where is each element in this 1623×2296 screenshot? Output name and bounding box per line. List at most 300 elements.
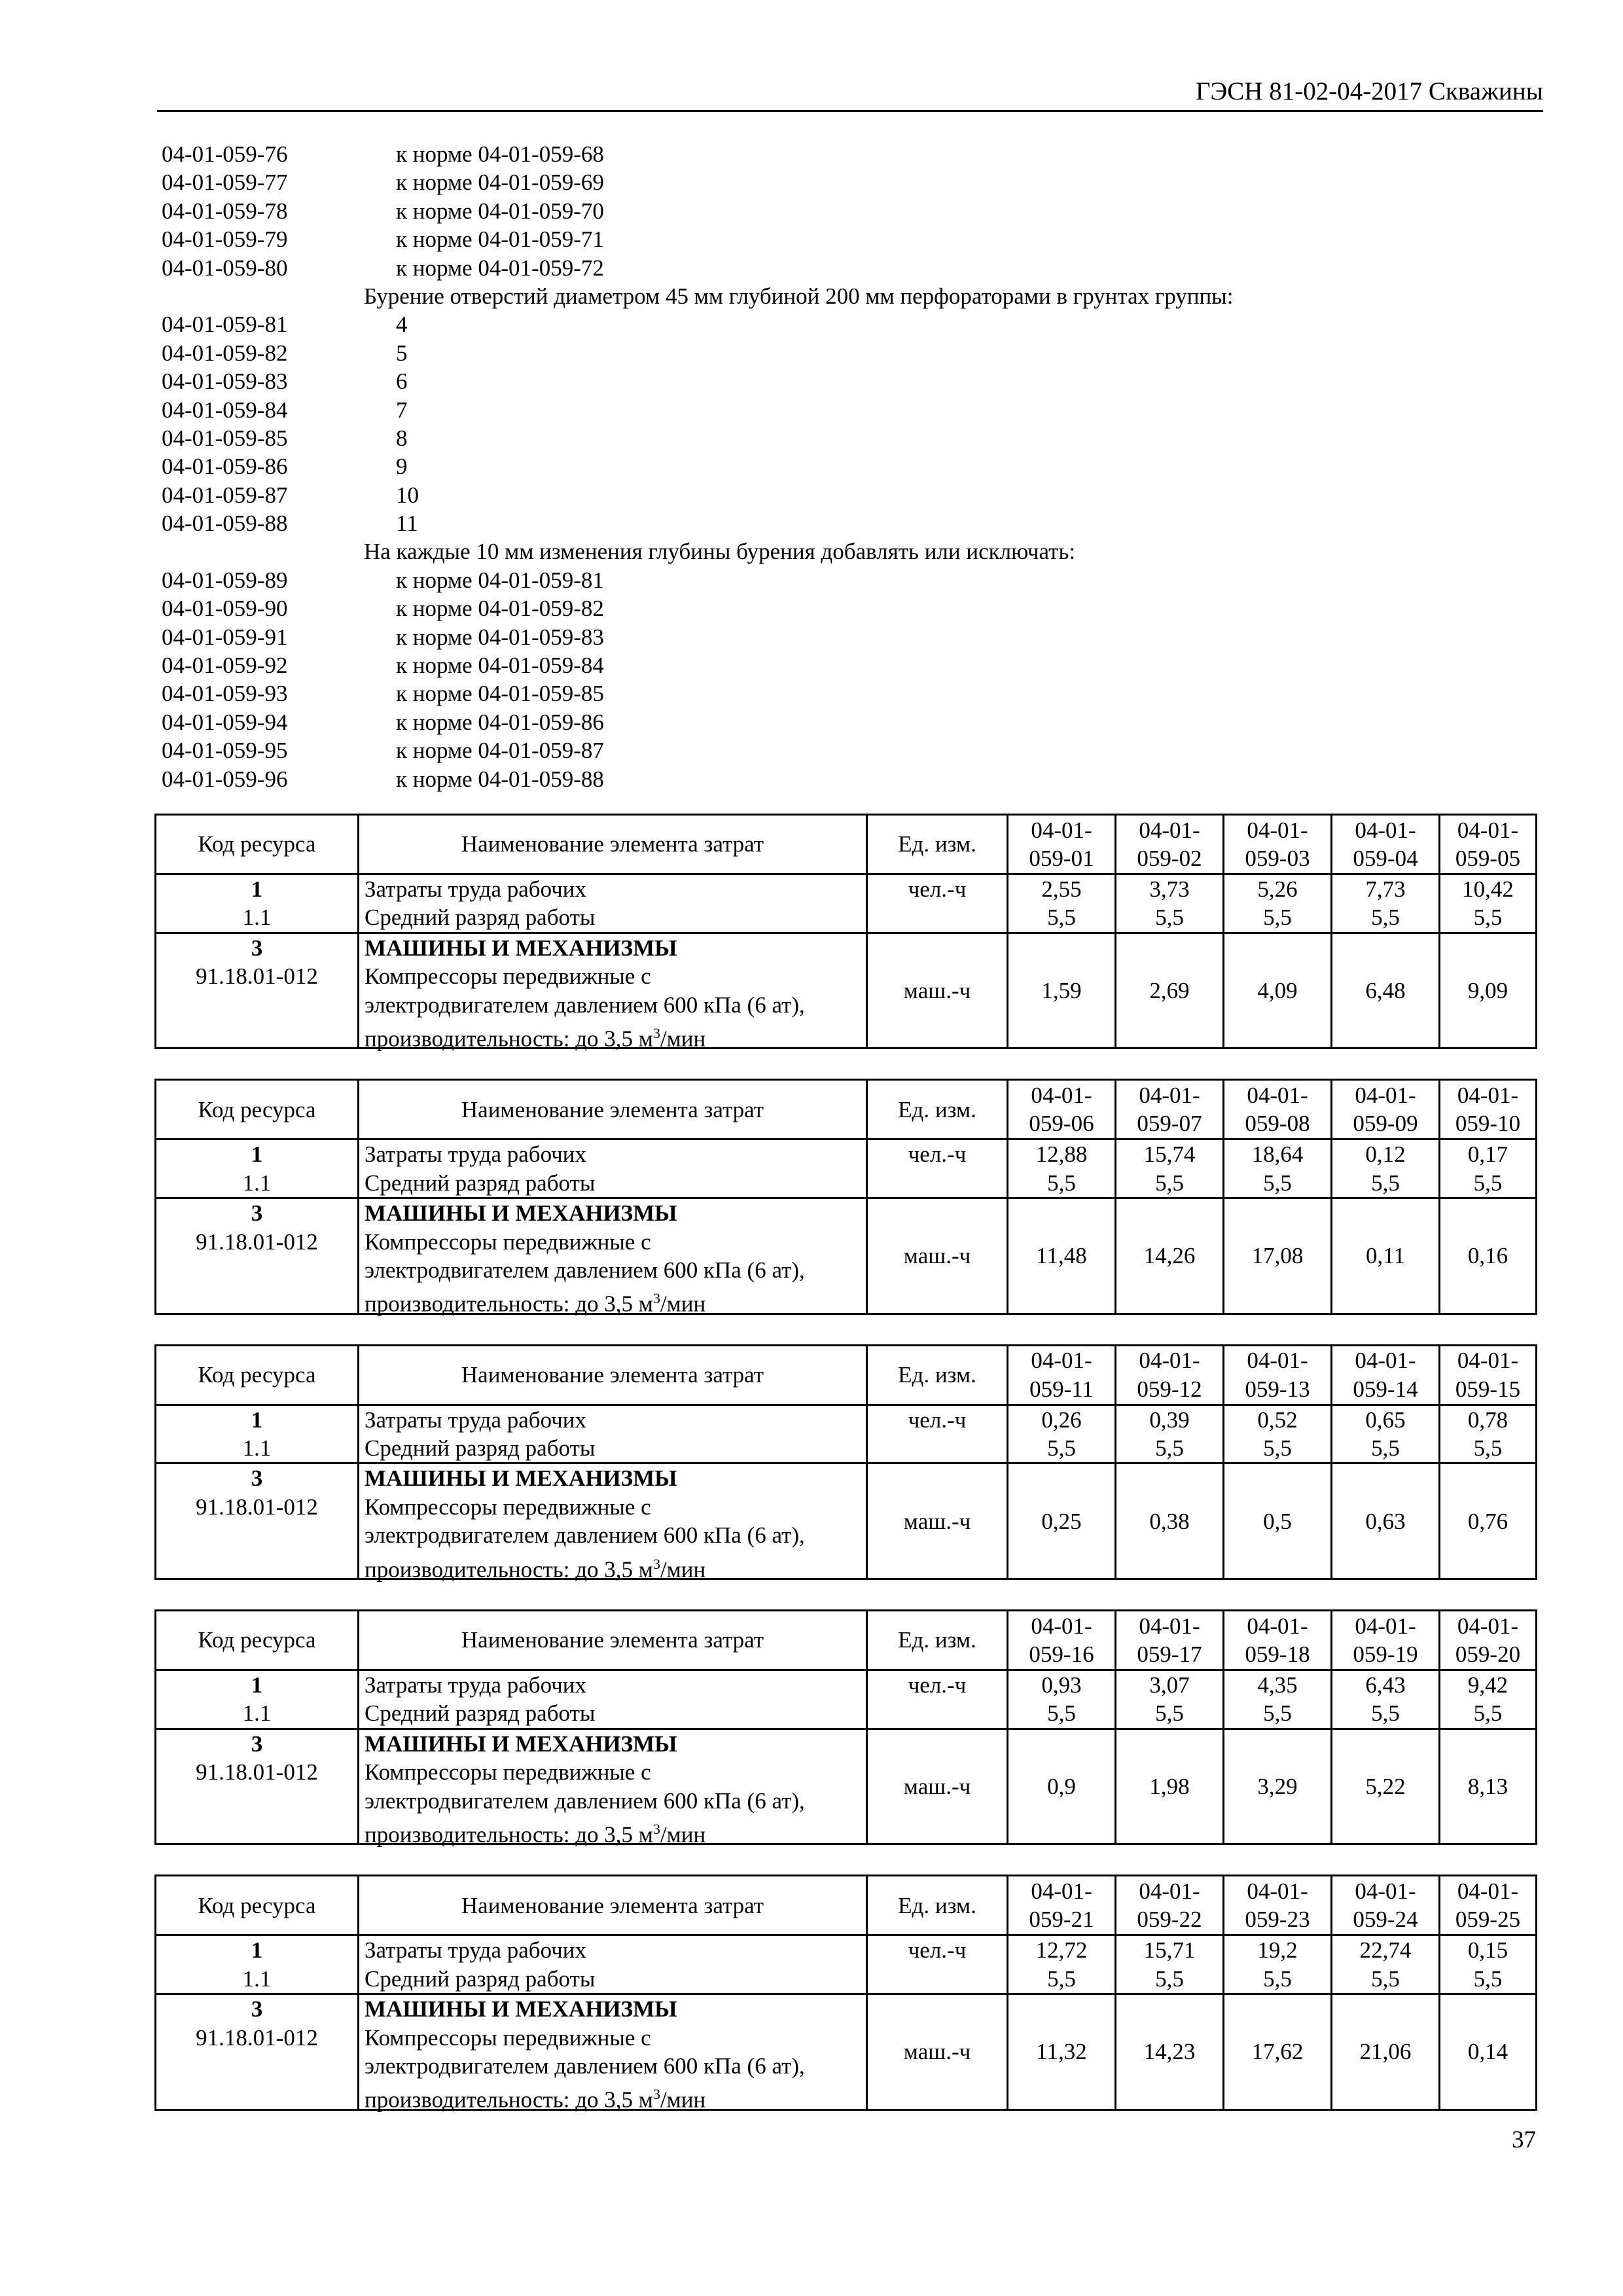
labor-name: Затраты труда рабочих [365,1141,586,1168]
value-cell [1008,1670,1116,1729]
norm-code-part1: 04-01- [1355,817,1416,843]
code-list-item [162,708,1536,736]
labor-value: 0,52 [1257,1407,1298,1433]
machines-code: 3 [251,1465,263,1492]
norm-code-part2: 059-10 [1455,1111,1521,1137]
machines-code: 3 [251,1996,263,2022]
section-heading-text: На каждые 10 мм изменения глубины бурения добавлять или исключать: [364,539,1076,565]
labor-value: 0,26 [1041,1407,1082,1433]
grade-value: 5,5 [1155,1700,1184,1727]
labor-unit: чел.-ч [908,876,967,902]
name-header: Наименование элемента затрат [359,1876,867,1935]
labor-code: 1 [251,1672,263,1698]
name-header: Наименование элемента затрат [359,815,867,874]
norm-code-part1: 04-01- [1031,817,1092,843]
norm-reference: 9 [396,454,408,480]
norm-reference: к норме 04-01-059-86 [396,709,604,735]
unit-cell: маш.-ч [867,1463,1008,1579]
value-cell [1008,1935,1116,1994]
compressor-value: 8,13 [1440,1729,1537,1844]
unit-cell [867,1405,1008,1463]
machines-name: МАШИНЫ И МЕХАНИЗМЫ [365,1200,677,1227]
compressor-capacity: производительность: до 3,5 м [365,1821,653,1848]
code-list-item [162,396,1536,424]
code-header: Код ресурса [156,1080,359,1139]
code-list-item [162,339,1536,367]
grade-value: 5,5 [1263,1170,1292,1196]
grade-value: 5,5 [1371,1170,1400,1196]
norm-code-header [1332,1345,1440,1405]
labor-code: 1 [251,1141,263,1168]
grade-value: 5,5 [1473,905,1503,931]
name-header: Наименование элемента затрат [359,1345,867,1405]
norm-code-part1: 04-01- [1457,1082,1519,1108]
compressor-capacity: производительность: до 3,5 м [365,2087,653,2113]
compressor-code: 91.18.01-012 [196,1494,318,1520]
unit-cell [867,1670,1008,1729]
code-list-item [162,168,1536,196]
norm-code-header [1116,815,1224,874]
compressor-value: 14,26 [1116,1198,1224,1314]
compressor-name-line: электродвигателем давлением 600 кПа (6 ат), [365,1522,805,1549]
norm-code-header [1224,1345,1332,1405]
norm-code-part2: 059-16 [1029,1641,1094,1668]
norm-reference: к норме 04-01-059-70 [396,198,604,224]
labor-value: 3,73 [1149,876,1190,902]
compressor-value: 0,9 [1008,1729,1116,1844]
code-list-item [162,509,1536,537]
value-cell [1224,874,1332,933]
norm-code: 04-01-059-89 [162,567,288,593]
cost-table [154,1874,1537,2113]
norm-code-header [1116,1080,1224,1139]
compressor-value: 1,59 [1008,933,1116,1049]
norm-code: 04-01-059-82 [162,340,288,366]
grade-value: 5,5 [1047,1435,1076,1462]
empty-unit [868,903,1007,931]
norm-code-header [1332,815,1440,874]
grade-value: 5,5 [1473,1435,1503,1462]
compressor-value: 0,14 [1440,1994,1537,2110]
norm-code: 04-01-059-88 [162,511,288,537]
value-cell [1224,1935,1332,1994]
code-header: Код ресурса [156,1345,359,1405]
norm-reference: 7 [396,397,408,423]
norm-reference: к норме 04-01-059-85 [396,681,604,707]
norm-code-part2: 059-06 [1029,1111,1094,1137]
norm-code-header [1116,1611,1224,1670]
labor-value: 15,74 [1143,1141,1196,1168]
norm-code: 04-01-059-90 [162,596,288,622]
norm-code-header [1224,815,1332,874]
compressor-code: 91.18.01-012 [196,1759,318,1785]
compressor-name-line: электродвигателем давлением 600 кПа (6 ат), [365,1257,805,1283]
grade-value: 5,5 [1155,905,1184,931]
unit-cell: маш.-ч [867,1729,1008,1844]
resource-name-cell [359,933,867,1052]
grade-value: 5,5 [1371,905,1400,931]
labor-value: 3,07 [1149,1672,1190,1698]
value-cell [1440,874,1537,933]
norm-code-part2: 059-04 [1353,846,1418,871]
norm-reference: к норме 04-01-059-82 [396,596,604,622]
compressor-value: 2,69 [1116,933,1224,1049]
labor-row [156,1139,1537,1198]
grade-name: Средний разряд работы [365,1965,596,1992]
labor-value: 19,2 [1257,1937,1298,1964]
code-list-item [162,623,1536,651]
norm-code-header [1008,1611,1116,1670]
labor-row [156,1935,1537,1994]
grade-value: 5,5 [1371,1700,1400,1727]
norm-code-part2: 059-18 [1245,1641,1310,1668]
compressor-capacity: производительность: до 3,5 м [365,1556,653,1583]
resource-name-cell [359,1463,867,1583]
grade-value: 5,5 [1155,1435,1184,1462]
labor-value: 0,93 [1041,1672,1082,1698]
norm-code-part2: 059-12 [1137,1376,1202,1402]
norm-code: 04-01-059-96 [162,766,288,792]
unit-superscript: 3 [652,2086,660,2103]
norm-code-part2: 059-03 [1245,846,1310,871]
norm-code: 04-01-059-91 [162,624,288,650]
labor-row [156,874,1537,933]
grade-value: 5,5 [1371,1435,1400,1462]
empty-unit [868,1434,1007,1462]
norm-code: 04-01-059-76 [162,141,288,167]
value-cell [1008,874,1116,933]
resource-code-cell [156,1670,359,1729]
table-header-row [156,1080,1537,1139]
unit-header: Ед. изм. [867,1876,1008,1935]
labor-value: 4,35 [1257,1672,1298,1698]
norm-code: 04-01-059-81 [162,312,288,338]
unit-tail: /мин [660,1026,706,1052]
machines-name: МАШИНЫ И МЕХАНИЗМЫ [365,1996,677,2022]
norm-reference: 6 [396,368,408,395]
grade-code: 1.1 [242,905,272,931]
norm-reference: к норме 04-01-059-87 [396,738,604,764]
labor-value: 7,73 [1365,876,1406,902]
norm-code: 04-01-059-86 [162,454,288,480]
compressor-value: 14,23 [1116,1994,1224,2110]
grade-value: 5,5 [1047,1965,1076,1992]
labor-value: 12,72 [1035,1937,1088,1964]
page-header [157,72,1543,112]
norm-code-part2: 059-08 [1245,1111,1310,1137]
name-header: Наименование элемента затрат [359,1080,867,1139]
document-title: ГЭСН 81-02-04-2017 Скважины [1196,77,1543,105]
compressor-value: 5,22 [1332,1729,1440,1844]
grade-value: 5,5 [1047,1170,1076,1196]
norm-code-part1: 04-01- [1031,1348,1092,1374]
code-list-item [162,140,1536,168]
value-cell [1332,874,1440,933]
labor-unit: чел.-ч [908,1407,967,1433]
labor-row [156,1670,1537,1729]
value-cell [1332,1139,1440,1198]
norm-code-part1: 04-01- [1457,1348,1519,1374]
grade-value: 5,5 [1047,905,1076,931]
norm-code-part1: 04-01- [1457,1613,1519,1639]
machines-name: МАШИНЫ И МЕХАНИЗМЫ [365,1731,677,1757]
norm-code: 04-01-059-95 [162,738,288,764]
norm-code-part2: 059-07 [1137,1111,1202,1137]
value-cell [1332,1935,1440,1994]
grade-value: 5,5 [1371,1965,1400,1992]
norm-code-part1: 04-01- [1247,1082,1308,1108]
code-header: Код ресурса [156,1611,359,1670]
compressor-value: 6,48 [1332,933,1440,1049]
labor-value: 12,88 [1035,1141,1088,1168]
labor-name: Затраты труда рабочих [365,1937,586,1964]
name-header: Наименование элемента затрат [359,1611,867,1670]
value-cell [1008,1139,1116,1198]
norm-code-part1: 04-01- [1139,1348,1200,1374]
compressor-value: 0,38 [1116,1463,1224,1579]
labor-value: 0,78 [1467,1407,1508,1433]
value-cell [1440,1139,1537,1198]
norm-reference: к норме 04-01-059-71 [396,226,604,253]
labor-value: 6,43 [1365,1672,1406,1698]
norm-reference: 5 [396,340,408,366]
compressor-name-line [365,1284,861,1317]
norm-code-header [1332,1611,1440,1670]
norm-reference: 10 [396,482,419,508]
resource-code-cell [156,1198,359,1314]
compressor-capacity: производительность: до 3,5 м [365,1026,653,1052]
table-header-row [156,1876,1537,1935]
norm-code: 04-01-059-78 [162,198,288,224]
norm-code-part1: 04-01- [1139,1878,1200,1904]
unit-cell: маш.-ч [867,933,1008,1049]
norm-code-header [1224,1876,1332,1935]
compressor-name-line: Компрессоры передвижные с [365,1759,651,1785]
norm-code: 04-01-059-83 [162,368,288,395]
norm-code: 04-01-059-79 [162,226,288,253]
norm-code-part2: 059-24 [1353,1907,1418,1933]
machines-code: 3 [251,1200,263,1227]
empty-unit [868,1699,1007,1727]
norm-code-part1: 04-01- [1247,817,1308,843]
compressor-value: 3,29 [1224,1729,1332,1844]
resource-name-cell [359,1729,867,1848]
compressor-value: 11,32 [1008,1994,1116,2110]
code-header: Код ресурса [156,1876,359,1935]
norm-code-part1: 04-01- [1247,1348,1308,1374]
norm-code-part1: 04-01- [1355,1878,1416,1904]
cost-table [154,1609,1537,1848]
grade-value: 5,5 [1263,905,1292,931]
labor-value: 0,12 [1365,1141,1406,1168]
grade-value: 5,5 [1473,1170,1503,1196]
norm-code-part2: 059-01 [1029,846,1094,871]
labor-row [156,1405,1537,1463]
value-cell [1440,1670,1537,1729]
norm-code-part1: 04-01- [1247,1878,1308,1904]
resource-name-cell [359,1198,867,1317]
resource-tables [154,814,1535,2140]
machines-row [156,1994,1537,2110]
compressor-value: 17,62 [1224,1994,1332,2110]
unit-cell [867,1935,1008,1994]
unit-header: Ед. изм. [867,1080,1008,1139]
value-cell [1440,1405,1537,1463]
norm-code: 04-01-059-93 [162,681,288,707]
norm-code-part2: 059-09 [1353,1111,1418,1137]
grade-value: 5,5 [1263,1965,1292,1992]
unit-tail: /мин [660,1821,706,1848]
code-list-item [162,254,1536,282]
compressor-value: 21,06 [1332,1994,1440,2110]
labor-value: 18,64 [1251,1141,1304,1168]
norm-code-header [1008,1876,1116,1935]
norm-code-part1: 04-01- [1139,817,1200,843]
norm-code-part2: 059-02 [1137,846,1202,871]
compressor-value: 11,48 [1008,1198,1116,1314]
norm-code-part1: 04-01- [1247,1613,1308,1639]
norm-reference: к норме 04-01-059-84 [396,653,604,679]
norm-code-part1: 04-01- [1355,1082,1416,1108]
grade-name: Средний разряд работы [365,905,596,931]
machines-row [156,933,1537,1049]
norm-reference: 11 [396,511,418,537]
norm-code-header [1332,1876,1440,1935]
norm-code-header [1440,1876,1537,1935]
section-heading [162,282,1536,310]
unit-header: Ед. изм. [867,1611,1008,1670]
norm-code-part2: 059-15 [1455,1376,1521,1402]
code-list-item [162,310,1536,338]
norm-code-part2: 059-13 [1245,1376,1310,1402]
labor-unit: чел.-ч [908,1937,967,1964]
resource-name-cell [359,1994,867,2113]
grade-name: Средний разряд работы [365,1435,596,1462]
compressor-name-line [365,2080,861,2113]
grade-value: 5,5 [1047,1700,1076,1727]
norm-code-list [162,140,1536,793]
norm-code-part2: 059-17 [1137,1641,1202,1668]
unit-cell: маш.-ч [867,1994,1008,2110]
norm-code-part1: 04-01- [1031,1082,1092,1108]
norm-code-header [1440,815,1537,874]
code-list-item [162,765,1536,793]
compressor-name-line: Компрессоры передвижные с [365,963,651,990]
norm-code-part2: 059-25 [1455,1907,1521,1933]
unit-superscript: 3 [652,1555,660,1572]
table-header-row [156,1345,1537,1405]
norm-code: 04-01-059-85 [162,425,288,451]
norm-code-part2: 059-05 [1455,846,1521,871]
norm-code-header [1224,1080,1332,1139]
norm-code-header [1440,1345,1537,1405]
resource-name-cell [359,874,867,933]
value-cell [1440,1935,1537,1994]
compressor-value: 9,09 [1440,933,1537,1049]
norm-code-header [1440,1611,1537,1670]
resource-name-cell [359,1670,867,1729]
norm-code: 04-01-059-94 [162,709,288,735]
compressor-capacity: производительность: до 3,5 м [365,1291,653,1317]
code-list-item [162,679,1536,708]
machines-name: МАШИНЫ И МЕХАНИЗМЫ [365,1465,677,1492]
machines-code: 3 [251,1731,263,1757]
grade-value: 5,5 [1155,1965,1184,1992]
cost-table [154,1079,1537,1317]
labor-value: 0,65 [1365,1407,1406,1433]
grade-value: 5,5 [1473,1965,1503,1992]
norm-code-part1: 04-01- [1457,817,1519,843]
compressor-value: 4,09 [1224,933,1332,1049]
compressor-code: 91.18.01-012 [196,1229,318,1255]
value-cell [1224,1405,1332,1463]
unit-superscript: 3 [652,1820,660,1837]
labor-name: Затраты труда рабочих [365,1407,586,1433]
norm-code-header [1440,1080,1537,1139]
machines-row [156,1198,1537,1314]
code-list-item [162,452,1536,480]
grade-value: 5,5 [1263,1700,1292,1727]
unit-cell [867,874,1008,933]
value-cell [1332,1405,1440,1463]
value-cell [1224,1670,1332,1729]
labor-name: Затраты труда рабочих [365,876,586,902]
norm-code-part2: 059-21 [1029,1907,1094,1933]
resource-code-cell [156,1994,359,2110]
norm-code-header [1116,1876,1224,1935]
norm-reference: к норме 04-01-059-72 [396,255,604,281]
compressor-value: 0,16 [1440,1198,1537,1314]
compressor-value: 1,98 [1116,1729,1224,1844]
code-header: Код ресурса [156,815,359,874]
compressor-name-line: Компрессоры передвижные с [365,1229,651,1255]
norm-code: 04-01-059-80 [162,255,288,281]
value-cell [1116,874,1224,933]
value-cell [1116,1935,1224,1994]
compressor-name-line: электродвигателем давлением 600 кПа (6 ат), [365,992,805,1018]
norm-code-part1: 04-01- [1355,1348,1416,1374]
labor-value: 0,15 [1467,1937,1508,1964]
norm-code-header [1008,815,1116,874]
value-cell [1116,1670,1224,1729]
unit-superscript: 3 [652,1024,660,1041]
norm-reference: к норме 04-01-059-69 [396,170,604,196]
norm-code-part1: 04-01- [1139,1613,1200,1639]
norm-code-part1: 04-01- [1355,1613,1416,1639]
empty-unit [868,1965,1007,1993]
compressor-value: 0,25 [1008,1463,1116,1579]
resource-code-cell [156,933,359,1049]
norm-code-part1: 04-01- [1031,1613,1092,1639]
labor-code: 1 [251,876,263,902]
norm-code-part1: 04-01- [1031,1878,1092,1904]
norm-reference: к норме 04-01-059-88 [396,766,604,792]
cost-table [154,1344,1537,1583]
code-list-item [162,481,1536,509]
norm-code: 04-01-059-87 [162,482,288,508]
resource-name-cell [359,1935,867,1994]
resource-code-cell [156,874,359,933]
machines-row [156,1729,1537,1844]
labor-value: 0,39 [1149,1407,1190,1433]
compressor-name-line: Компрессоры передвижные с [365,2024,651,2051]
section-heading-text: Бурение отверстий диаметром 45 мм глубиной 200 мм перфораторами в грунтах группы: [364,283,1234,309]
code-list-item [162,367,1536,395]
norm-code-part2: 059-11 [1029,1376,1094,1402]
machines-row [156,1463,1537,1579]
compressor-code: 91.18.01-012 [196,963,318,990]
resource-name-cell [359,1139,867,1198]
